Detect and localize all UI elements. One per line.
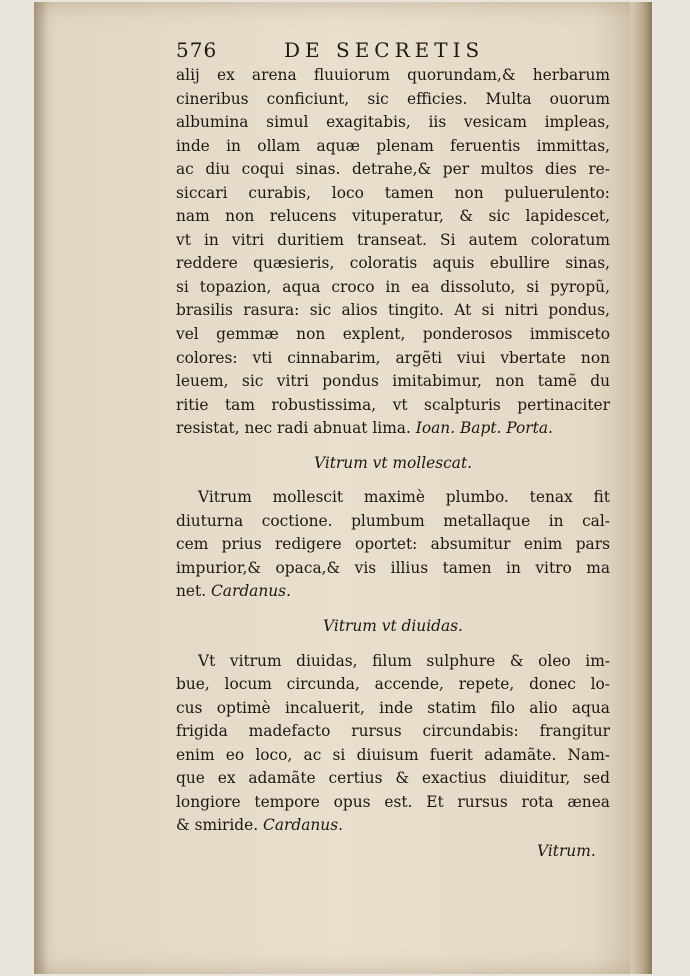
section-heading: Vitrum vt diuidas. — [323, 617, 463, 636]
final-line-text: resistat, nec radi abnuat lima. — [176, 419, 411, 438]
attribution: Cardanus. — [211, 582, 291, 601]
text-line: longiore tempore opus est. Et rursus rota ænea — [176, 792, 610, 811]
page-gutter-shadow — [34, 2, 48, 974]
page-number: 576 — [176, 38, 218, 62]
text-line: cem prius redigere oportet: absumitur enim pars — [176, 535, 610, 554]
running-title: DE SECRETIS — [284, 38, 485, 62]
text-line: diuturna coctione. plumbum metallaque in cal- — [176, 511, 610, 530]
section-heading: Vitrum vt mollescat. — [313, 453, 473, 472]
text-line: si topazion, aqua croco in ea dissoluto, si pyropũ, — [176, 277, 610, 296]
page-edge — [630, 2, 652, 974]
text-line: bue, locum circunda, accende, repete, donec lo- — [176, 675, 610, 694]
text-line: brasilis rasura: sic alios tingito. At si nitri pondus, — [176, 301, 610, 320]
text-line: colores: vti cinnabarim, argẽti viui vbertate non — [176, 348, 610, 367]
text-line: alij ex arena fluuiorum quorundam,& herbarum — [176, 66, 610, 84]
text-line: vel gemmæ non explent, ponderosos immisceto — [176, 325, 610, 344]
text-line — [176, 417, 610, 441]
text-line: nam non relucens vituperatur, & sic lapidescet, — [176, 207, 610, 226]
attribution: Ioan. Bapt. Porta. — [415, 419, 553, 438]
body-text — [176, 64, 610, 838]
text-line: albumina simul exagitabis, iis vesicam impleas, — [176, 113, 610, 132]
text-line: reddere quæsieris, coloratis aquis ebullire sinas, — [176, 254, 610, 273]
attribution: Cardanus. — [263, 816, 343, 835]
text-line: siccari curabis, loco tamen non puluerulento: — [176, 183, 610, 202]
text-line: ac diu coqui sinas. detrahe,& per multos dies re- — [176, 160, 610, 179]
text-line: que ex adamãte certius & exactius diuiditur, sed — [176, 769, 610, 788]
text-line: cineribus conficiunt, sic efficies. Multa ouorum — [176, 89, 610, 108]
text-line: frigida madefacto rursus circundabis: frangitur — [176, 722, 610, 741]
text-line: leuem, sic vitri pondus imitabimur, non tamẽ du — [176, 372, 610, 391]
text-line: inde in ollam aquæ plenam feruentis immittas, — [176, 136, 610, 155]
final-line-text: net. — [176, 582, 207, 601]
catchword: Vitrum. — [537, 842, 596, 860]
final-line-text: & smiride. — [176, 816, 259, 835]
text-line: enim eo loco, ac si diuisum fuerit adamãte. Nam- — [176, 745, 610, 764]
paragraph-porta — [176, 64, 610, 441]
text-line: Vt vitrum diuidas, filum sulphure & oleo im- — [198, 651, 610, 670]
text-line: Vitrum mollescit maximè plumbo. tenax fit — [198, 488, 610, 507]
text-line — [176, 814, 610, 838]
paragraph-diuidas — [176, 650, 610, 838]
paragraph-mollescat — [176, 486, 610, 604]
text-line: cus optimè incaluerit, inde statim filo alio aqua — [176, 698, 610, 717]
text-line: ritie tam robustissima, vt scalpturis pertinaciter — [176, 395, 610, 414]
text-line: vt in vitri duritiem transeat. Si autem coloratum — [176, 230, 610, 249]
text-line — [176, 580, 610, 604]
text-line: impurior,& opaca,& vis illius tamen in vitro ma — [176, 558, 610, 577]
